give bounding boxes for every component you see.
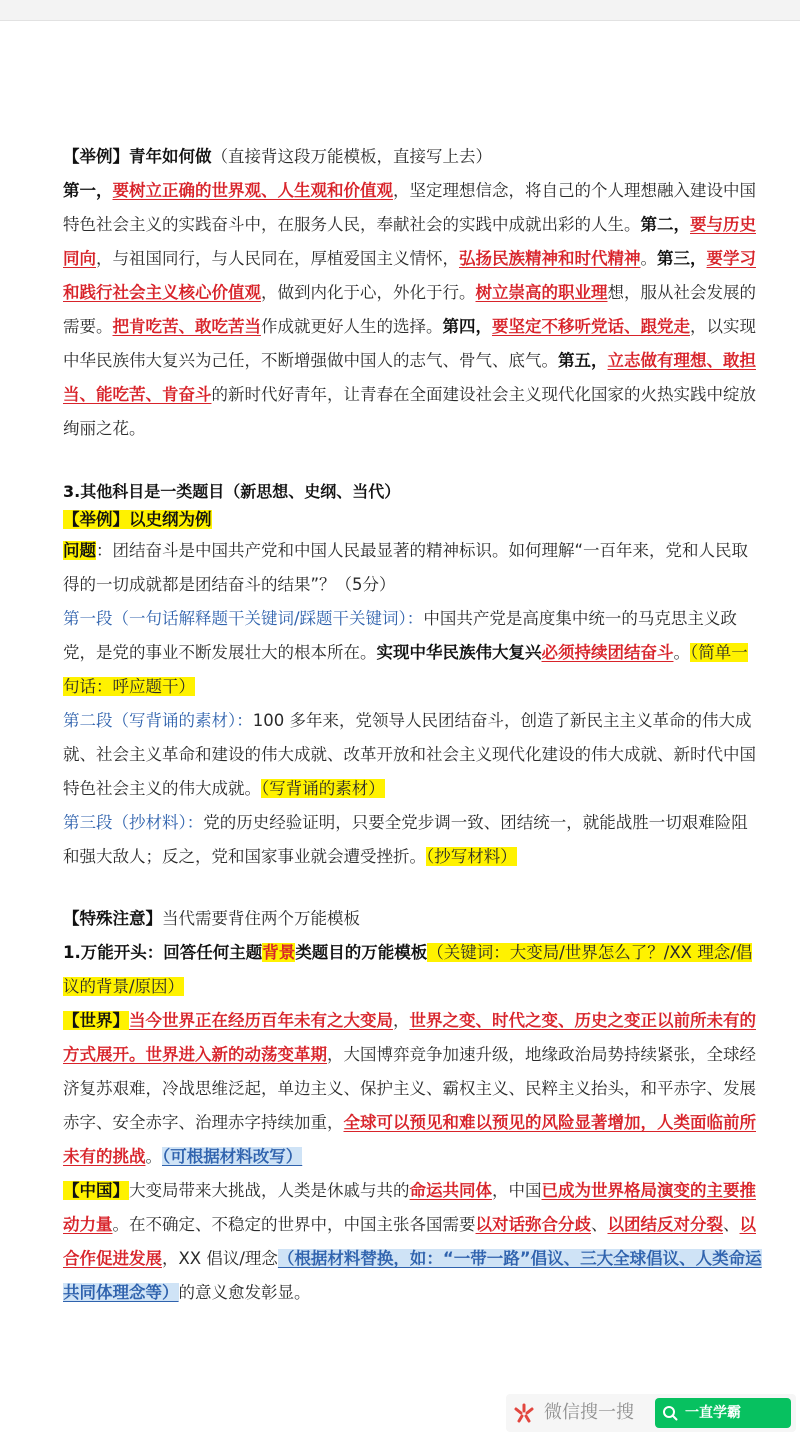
wechat-search-logo-icon [512,1402,536,1424]
watermark-text: 微信搜一搜 [544,1402,634,1423]
universal-opening-heading: 1.万能开头：回答任何主题背景类题目的万能模板（关键词：大变局/世界怎么了？/XX 理念/倡议的背景/原因） [63,943,753,996]
world-paragraph: 【世界】当今世界正在经历百年未有之大变局，世界之变、时代之变、历史之变正以前所未有的方式展开。世界进入新的动荡变革期，大国博弈竞争加速升级，地缘政治局势持续紧张，全球经济复苏艰难，冷战思维泛起，单边主义、保护主义、霸权主义、民粹主义抬头，和平赤字、发展赤字、安全赤字、治理赤字持续加重，全球可以预见和难以预见的风险显著增加，人类面临前所未有的挑战。（可根据材料改写） [63,1011,756,1166]
question-paragraph: 问题：团结奋斗是中国共产党和中国人民最显著的精神标识。如何理解“一百年来，党和人民取得的一切成就都是团结奋斗的结果”？（5分） [63,541,749,594]
youth-heading: 【举例】青年如何做（直接背这段万能模板，直接写上去） [63,147,492,166]
watermark-search-text: 一直学霸 [685,1405,741,1421]
example-heading: 【举例】以史纲为例 [63,510,212,529]
youth-template-paragraph: 第一，要树立正确的世界观、人生观和价值观，坚定理想信念，将自己的个人理想融入建设中国特色社会主义的实践奋斗中，在服务人民，奉献社会的实践中成就出彩的人生。第二，要与历史同向，与祖国同行，与人民同在，厚植爱国主义情怀，弘扬民族精神和时代精神。第三，要学习和践行社会主义核心价值观，做到内化于心，外化于行。树立崇高的职业理想，服从社会发展的需要。把肯吃苦、敢吃苦当作成就更好人生的选择。第四，要坚定不移听党话、跟党走，以实现中华民族伟大复兴为己任，不断增强做中国人的志气、骨气、底气。第五，立志做有理想、敢担当、能吃苦、肯奋斗的新时代好青年，让青春在全面建设社会主义现代化国家的火热实践中绽放绚丽之花。 [63,181,756,438]
answer-paragraph-3: 第三段（抄材料）：党的历史经验证明，只要全党步调一致、团结统一，就能战胜一切艰难险阻和强大敌人；反之，党和国家事业就会遭受挫折。（抄写材料） [63,813,748,866]
wechat-search-watermark [506,1394,796,1432]
document-body [63,140,763,1310]
special-note-heading: 【特殊注意】当代需要背住两个万能模板 [63,909,360,928]
answer-paragraph-2: 第二段（写背诵的素材）：100 多年来，党领导人民团结奋斗，创造了新民主主义革命的伟大成就、社会主义革命和建设的伟大成就、改革开放和社会主义现代化建设的伟大成就、新时代中国特色社会主义的伟大成就。（写背诵的素材） [63,711,756,798]
china-paragraph: 【中国】大变局带来大挑战，人类是休戚与共的命运共同体，中国已成为世界格局演变的主要推动力量。在不确定、不稳定的世界中，中国主张各国需要以对话弥合分歧、以团结反对分裂、以合作促进发展，XX 倡议/理念（根据材料替换，如：“一带一路”倡议、三大全球倡议、人类命运共同体理念等）的意义愈发彰显。 [63,1181,762,1302]
search-icon [662,1405,678,1421]
watermark-search-box[interactable] [655,1398,791,1428]
section-title-other-subjects: 3.其他科目是一类题目（新思想、史纲、当代） [63,482,401,501]
answer-paragraph-1: 第一段（一句话解释题干关键词/踩题干关键词）：中国共产党是高度集中统一的马克思主义政党，是党的事业不断发展壮大的根本所在。实现中华民族伟大复兴必须持续团结奋斗。（简单一句话：呼应题干） [63,609,748,696]
top-bar [0,0,800,21]
